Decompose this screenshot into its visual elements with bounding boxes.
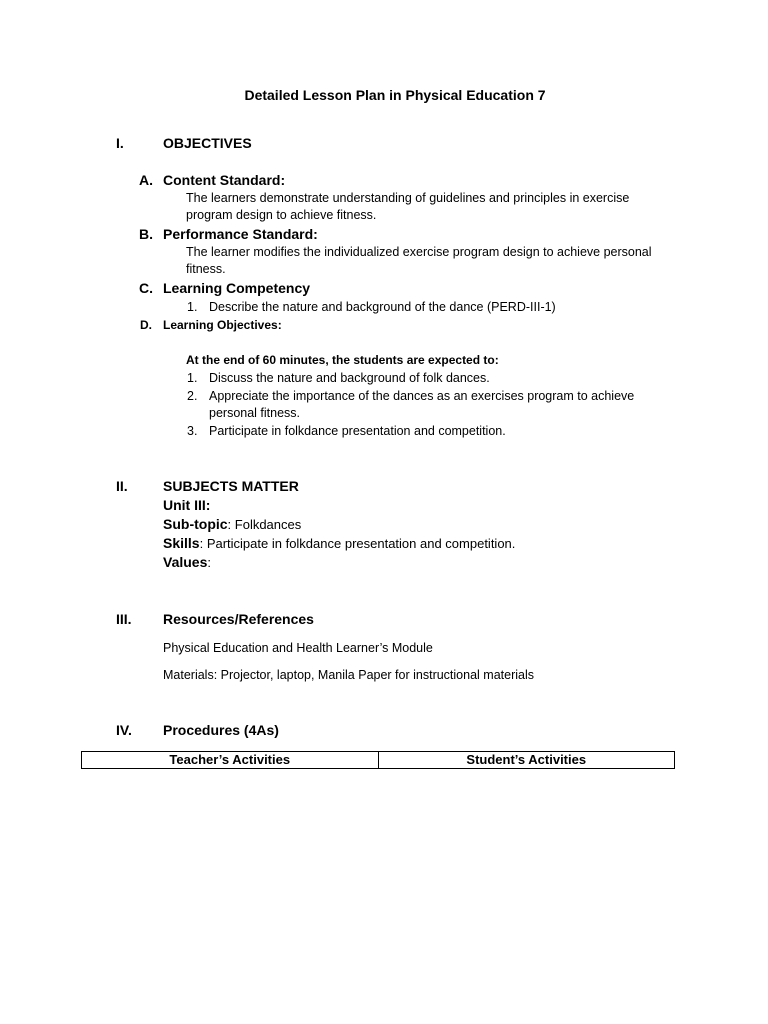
- section-numeral-objectives: I.: [116, 135, 124, 151]
- values-line: [163, 554, 211, 572]
- performance-standard-letter: B.: [139, 226, 153, 242]
- subtopic-line: [163, 516, 301, 534]
- objective-item-number: 1.: [187, 371, 198, 385]
- performance-standard-label: Performance Standard:: [163, 226, 318, 242]
- section-heading-objectives: OBJECTIVES: [163, 135, 252, 151]
- content-standard-letter: A.: [139, 172, 153, 188]
- page-title: Detailed Lesson Plan in Physical Education 7: [244, 87, 546, 103]
- skills-line: [163, 535, 515, 553]
- unit-label: Unit III:: [163, 497, 211, 513]
- skills-label: Skills: [163, 535, 200, 551]
- table-header-student: Student’s Activities: [378, 752, 675, 768]
- resource-line: Physical Education and Health Learner’s Module: [163, 641, 433, 655]
- performance-standard-text: The learner modifies the individualized exercise program design to achieve personal fitness.: [186, 245, 652, 276]
- learning-objectives-intro: At the end of 60 minutes, the students are expected to:: [186, 353, 499, 367]
- skills-value: : Participate in folkdance presentation and competition.: [199, 536, 516, 551]
- learning-objectives-label: Learning Objectives:: [163, 318, 282, 332]
- section-numeral-subject-matter: II.: [116, 478, 128, 494]
- objective-item-text: Discuss the nature and background of folk dances.: [209, 371, 490, 385]
- learning-competency-letter: C.: [139, 280, 153, 296]
- section-numeral-resources: III.: [116, 611, 132, 627]
- section-heading-procedures: Procedures (4As): [163, 722, 279, 738]
- values-label: Values: [163, 554, 208, 570]
- table-header-teacher: Teacher’s Activities: [169, 752, 291, 767]
- objective-item-number: 2.: [187, 389, 198, 403]
- content-standard-text: The learners demonstrate understanding of guidelines and principles in exercise program design to achieve fitness.: [186, 191, 630, 222]
- section-heading-subject-matter: SUBJECTS MATTER: [163, 478, 299, 494]
- resource-line: Materials: Projector, laptop, Manila Paper for instructional materials: [163, 668, 534, 682]
- learning-objectives-letter: D.: [140, 318, 152, 332]
- subtopic-label: Sub-topic: [163, 516, 228, 532]
- objective-item-number: 3.: [187, 424, 198, 438]
- subtopic-value: : Folkdances: [227, 517, 302, 532]
- section-numeral-procedures: IV.: [116, 722, 132, 738]
- procedures-table: [81, 751, 675, 769]
- competency-item-number: 1.: [187, 300, 198, 314]
- objective-item-text: Appreciate the importance of the dances as an exercises program to achieve personal fitness.: [209, 389, 635, 420]
- objective-item-text: Participate in folkdance presentation and competition.: [209, 424, 506, 438]
- section-heading-resources: Resources/References: [163, 611, 314, 627]
- competency-item-text: Describe the nature and background of the dance (PERD-III-1): [209, 300, 556, 314]
- values-value: :: [207, 555, 211, 570]
- learning-competency-label: Learning Competency: [163, 280, 311, 296]
- content-standard-label: Content Standard:: [163, 172, 286, 188]
